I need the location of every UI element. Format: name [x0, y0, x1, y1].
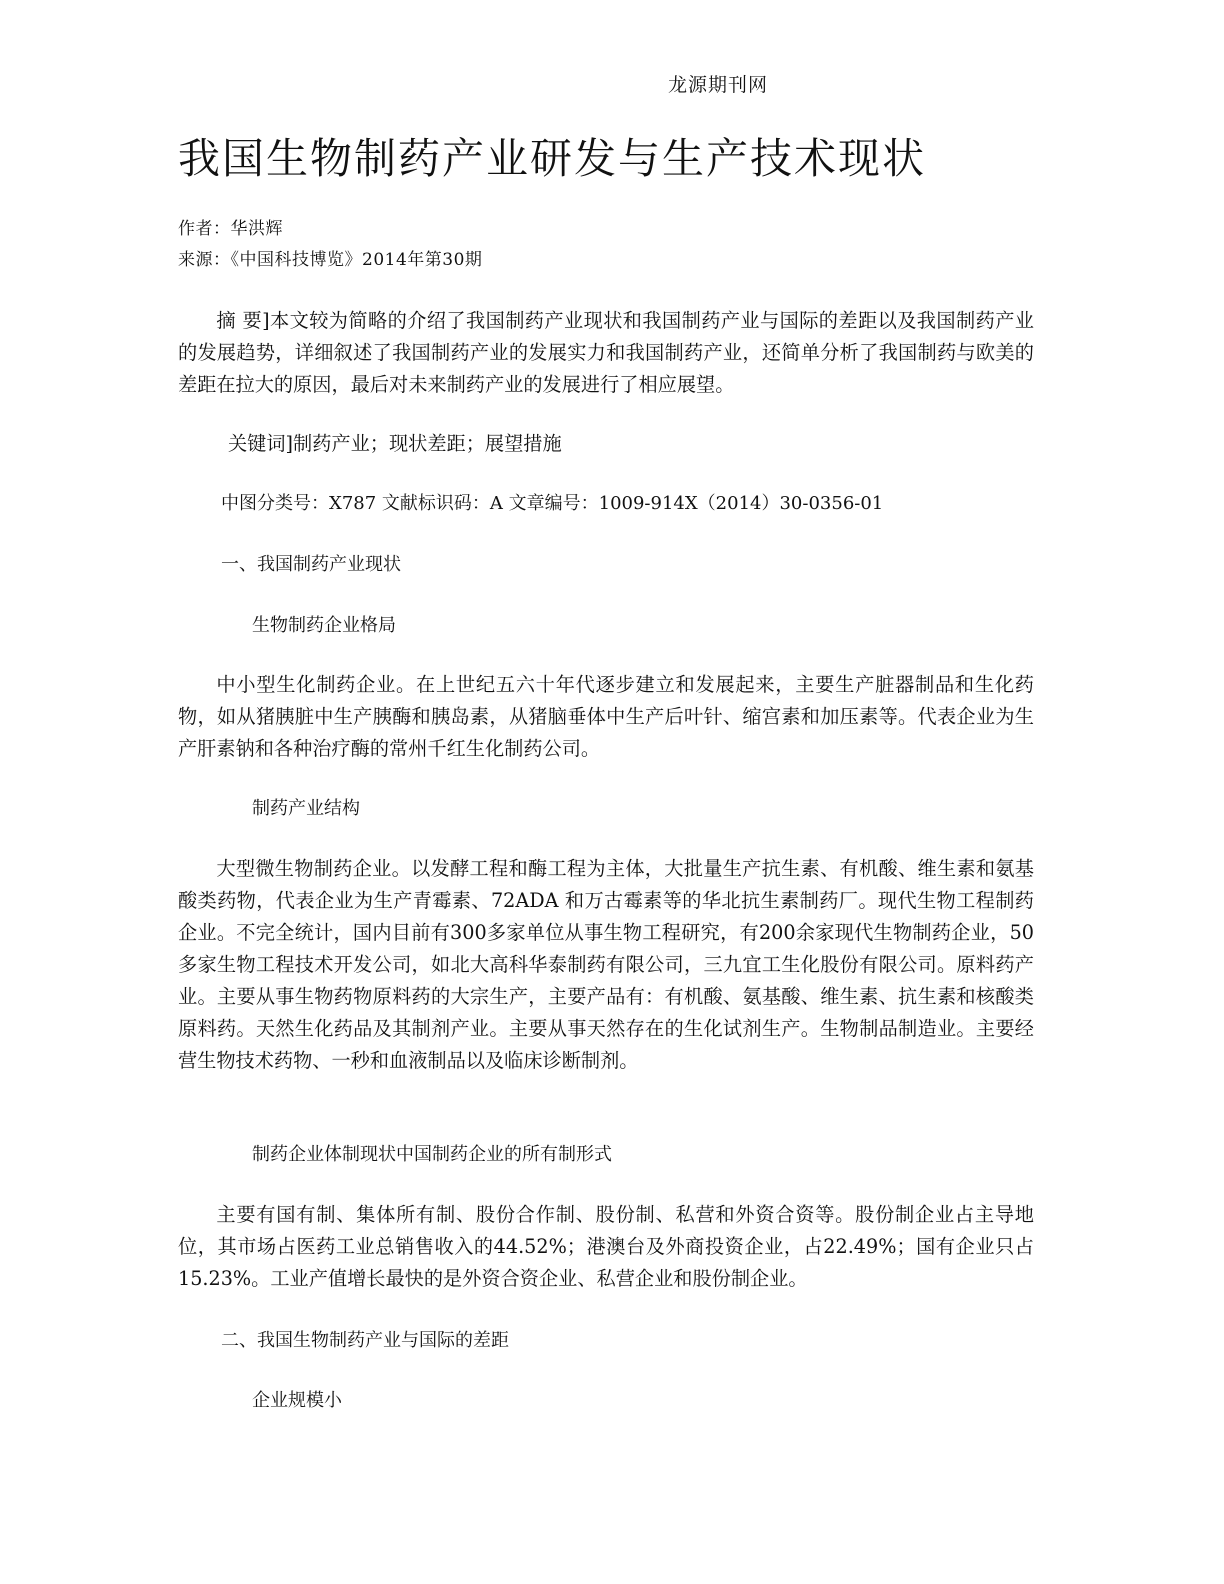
subheading-enterprise-scale: 企业规模小 [252, 1390, 342, 1411]
paragraph-enterprise-pattern: 中小型生化制药企业。在上世纪五六十年代逐步建立和发展起来，主要生产脏器制品和生化药物，如从猪胰脏中生产胰酶和胰岛素，从猪脑垂体中生产后叶针、缩宫素和加压素等。代表企业为生产肝素钠和各种治疗酶的常州千红生化制药公司。 [178, 673, 1034, 760]
author-line: 作者：华洪辉 [178, 219, 283, 239]
keywords-line: 关键词]制药产业；现状差距；展望措施 [228, 432, 562, 455]
subheading-enterprise-pattern: 生物制药企业格局 [252, 615, 396, 636]
source-line: 来源：《中国科技博览》2014年第30期 [178, 250, 483, 270]
site-name: 龙源期刊网 [668, 74, 769, 96]
section-heading-1: 一、我国制药产业现状 [221, 554, 401, 575]
classification-line: 中图分类号：X787 文献标识码：A 文章编号：1009-914X（2014）30-0356-01 [221, 493, 884, 514]
paragraph-industry-structure: 大型微生物制药企业。以发酵工程和酶工程为主体，大批量生产抗生素、有机酸、维生素和氨基酸类药物，代表企业为生产青霉素、72ADA 和万古霉素等的华北抗生素制药厂。现代生物工程制药企业。不完全统计，国内目前有300多家单位从事生物工程研究，有200余家现代生物制药企业，50多家生物工程技术开发公司，如北大高科华泰制药有限公司，三九宜工生化股份有限公司。原料药产业。主要从事生物药物原料药的大宗生产，主要产品有：有机酸、氨基酸、维生素、抗生素和核酸类原料药。天然生化药品及其制剂产业。主要从事天然存在的生化试剂生产。生物制品制造业。主要经营生物技术药物、一秒和血液制品以及临床诊断制剂。 [178, 857, 1034, 1072]
article-title: 我国生物制药产业研发与生产技术现状 [178, 134, 927, 183]
section-heading-2: 二、我国生物制药产业与国际的差距 [221, 1330, 509, 1351]
subheading-industry-structure: 制药产业结构 [252, 798, 360, 819]
paragraph-ownership: 主要有国有制、集体所有制、股份合作制、股份制、私营和外资合资等。股份制企业占主导地位，其市场占医药工业总销售收入的44.52%；港澳台及外商投资企业，占22.49%；国有企业只占15.23%。工业产值增长最快的是外资合资企业、私营企业和股份制企业。 [178, 1203, 1034, 1290]
subheading-ownership: 制药企业体制现状中国制药企业的所有制形式 [252, 1144, 612, 1165]
abstract-paragraph: 摘 要]本文较为简略的介绍了我国制药产业现状和我国制药产业与国际的差距以及我国制药产业的发展趋势，详细叙述了我国制药产业的发展实力和我国制药产业，还简单分析了我国制药与欧美的差距在拉大的原因，最后对未来制药产业的发展进行了相应展望。 [178, 309, 1034, 396]
